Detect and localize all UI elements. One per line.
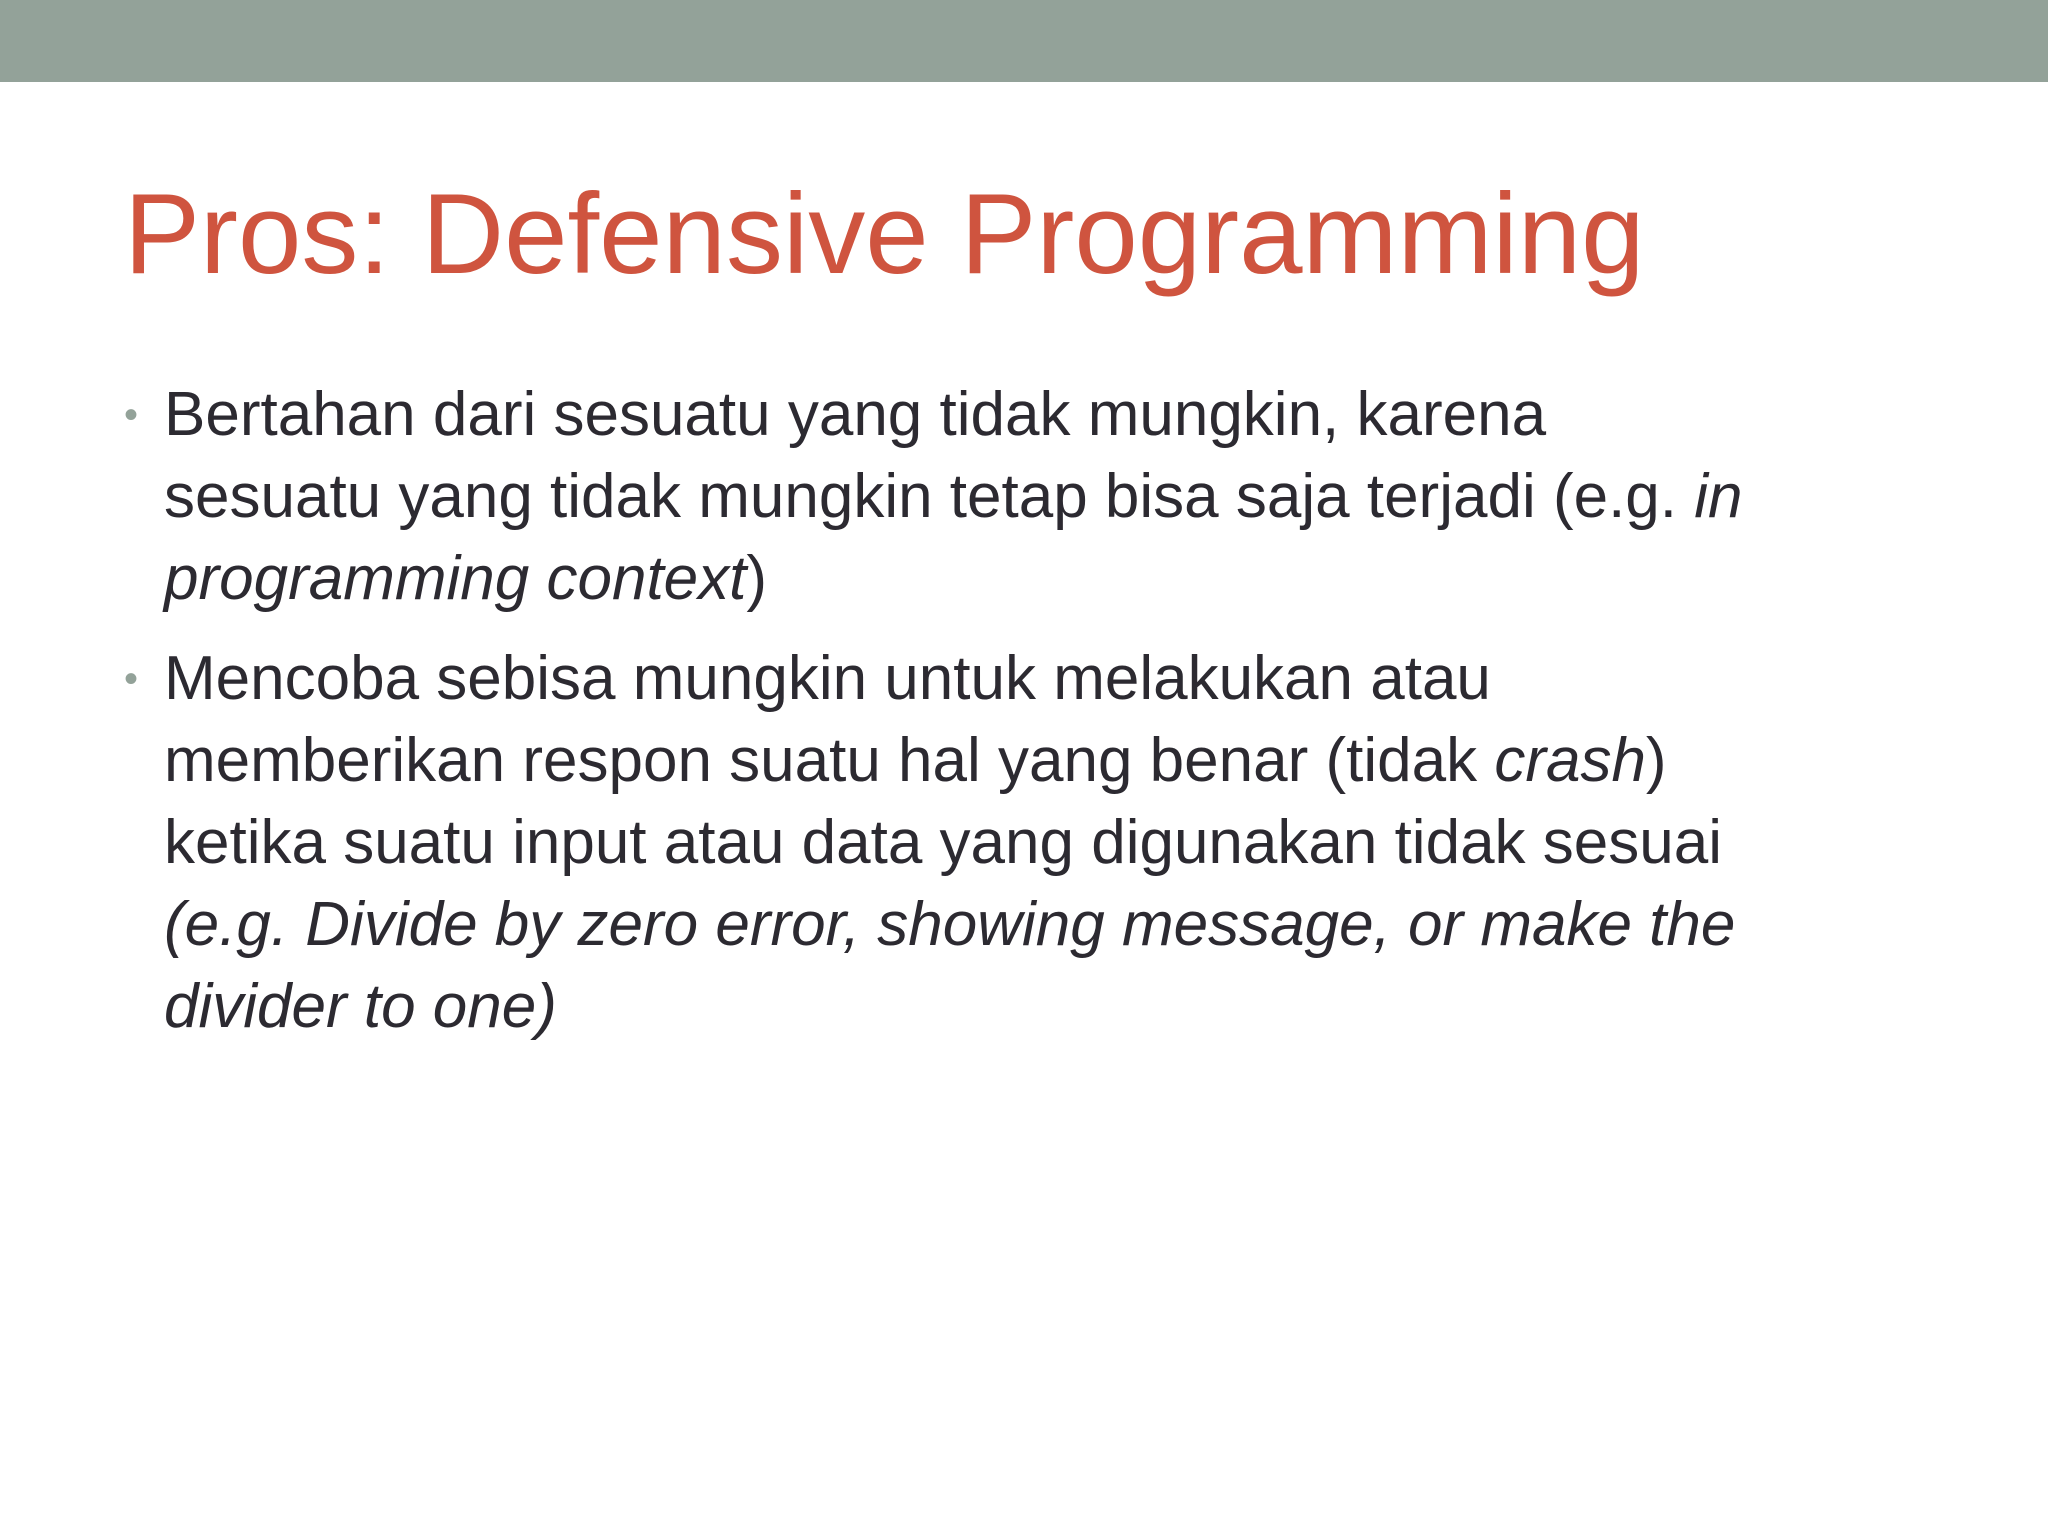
bullet-line bbox=[164, 456, 1924, 538]
bullet-text: sesuatu yang tidak mungkin tetap bisa saja terjadi (e.g. bbox=[164, 462, 1695, 531]
bullet-italic-text: divider to one) bbox=[164, 972, 557, 1041]
bullet-list bbox=[124, 374, 1924, 1048]
slide-title: Pros: Defensive Programming bbox=[124, 171, 1645, 298]
bullet-text: ) bbox=[746, 544, 768, 613]
bullet-italic-text: programming context bbox=[164, 544, 747, 613]
bullet-text: memberikan respon suatu hal yang benar (tidak bbox=[164, 726, 1495, 795]
bullet-dot-icon: • bbox=[124, 657, 139, 701]
bullet-text: Mencoba sebisa mungkin untuk melakukan atau bbox=[164, 644, 1491, 713]
bullet-text: ketika suatu input atau data yang digunakan tidak sesuai bbox=[164, 808, 1722, 877]
bullet-dot-icon: • bbox=[124, 393, 139, 437]
bullet-line bbox=[164, 802, 1924, 884]
bullet-line bbox=[164, 884, 1924, 966]
bullet-item bbox=[124, 638, 1924, 1048]
bullet-italic-text: crash bbox=[1494, 726, 1646, 795]
bullet-line bbox=[164, 966, 1924, 1048]
bullet-line bbox=[164, 720, 1924, 802]
bullet-line bbox=[164, 638, 1924, 720]
bullet-line bbox=[164, 374, 1924, 456]
bullet-text: ) bbox=[1645, 726, 1667, 795]
bullet-line bbox=[164, 538, 1924, 620]
bullet-italic-text: in bbox=[1694, 462, 1743, 531]
bullet-italic-text: (e.g. Divide by zero error, showing message, or make the bbox=[164, 890, 1736, 959]
top-accent-bar bbox=[0, 0, 2048, 82]
bullet-text: Bertahan dari sesuatu yang tidak mungkin, karena bbox=[164, 380, 1547, 449]
bullet-item bbox=[124, 374, 1924, 620]
